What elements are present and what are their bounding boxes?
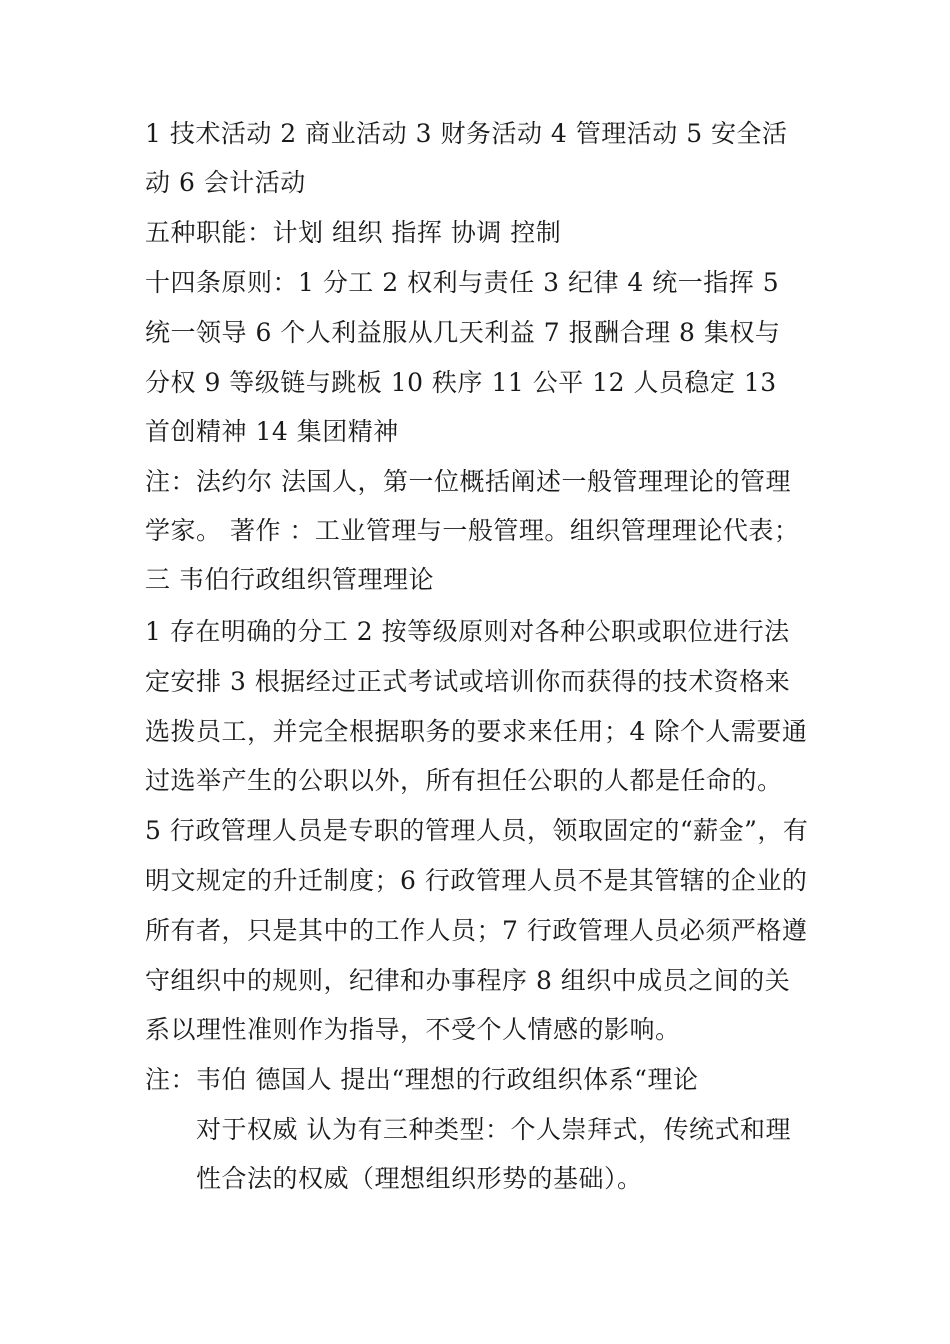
text-line: 1 存在明确的分工 2 按等级原则对各种公职或职位进行法 bbox=[145, 617, 790, 646]
text-line: 明文规定的升迁制度；6 行政管理人员不是其管辖的企业的 bbox=[145, 866, 808, 895]
section-heading: 三 韦伯行政组织管理理论 bbox=[145, 565, 434, 594]
text-line: 系以理性准则作为指导，不受个人情感的影响。 bbox=[145, 1015, 681, 1044]
text-line: 5 行政管理人员是专职的管理人员，领取固定的“薪金”，有 bbox=[145, 816, 809, 845]
text-line: 五种职能：计划 组织 指挥 协调 控制 bbox=[145, 218, 562, 247]
text-line: 注：法约尔 法国人，第一位概括阐述一般管理理论的管理 bbox=[145, 467, 791, 496]
text-line: 十四条原则：1 分工 2 权利与责任 3 纪律 4 统一指挥 5 bbox=[145, 268, 780, 297]
text-line: 1 技术活动 2 商业活动 3 财务活动 4 管理活动 5 安全活 bbox=[145, 119, 788, 148]
text-line: 首创精神 14 集团精神 bbox=[145, 417, 399, 446]
note-line-indented: 对于权威 认为有三种类型：个人崇拜式，传统式和理 bbox=[196, 1115, 791, 1144]
text-line: 所有者，只是其中的工作人员；7 行政管理人员必须严格遵 bbox=[145, 916, 808, 945]
text-line: 选拨员工，并完全根据职务的要求来任用；4 除个人需要通 bbox=[145, 717, 808, 746]
text-line: 定安排 3 根据经过正式考试或培训你而获得的技术资格来 bbox=[145, 667, 791, 696]
note-line: 注：韦伯 德国人 提出“理想的行政组织体系“理论 bbox=[145, 1065, 699, 1094]
text-line: 过选举产生的公职以外，所有担任公职的人都是任命的。 bbox=[145, 766, 783, 795]
text-line: 学家。 著作 ：工业管理与一般管理。组织管理理论代表； bbox=[145, 516, 800, 545]
text-line: 守组织中的规则，纪律和办事程序 8 组织中成员之间的关 bbox=[145, 966, 791, 995]
text-line: 动 6 会计活动 bbox=[145, 168, 306, 197]
text-line: 统一领导 6 个人利益服从几天利益 7 报酬合理 8 集权与 bbox=[145, 318, 781, 347]
note-line-indented: 性合法的权威（理想组织形势的基础）。 bbox=[196, 1164, 643, 1193]
text-line: 分权 9 等级链与跳板 10 秩序 11 公平 12 人员稳定 13 bbox=[145, 368, 777, 397]
